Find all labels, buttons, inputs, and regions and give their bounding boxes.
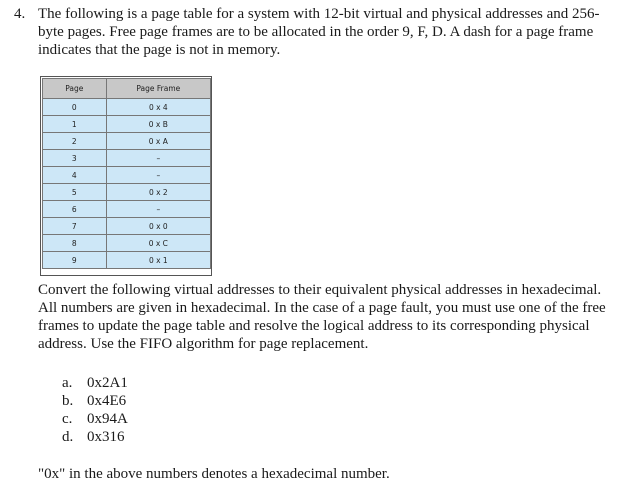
table-row <box>43 201 211 218</box>
table-row <box>43 99 211 116</box>
frame-cell: 0 x 4 <box>106 99 210 116</box>
list-item <box>62 428 128 446</box>
question-intro: The following is a page table for a system with 12-bit virtual and physical addresses and 256-byte pages. Free page frames are to be allocated in the order 9, F, D. A dash for a page frame indicates that the page is not in memory. <box>38 6 600 58</box>
list-item-address: 0x316 <box>87 429 125 445</box>
frame-cell: 0 x 1 <box>106 252 210 269</box>
table-row <box>43 150 211 167</box>
page-cell: 6 <box>43 201 107 218</box>
table-row <box>43 218 211 235</box>
hex-note: "0x" in the above numbers denotes a hexadecimal number. <box>38 466 390 482</box>
list-item-letter: b. <box>62 393 74 409</box>
page-cell: 9 <box>43 252 107 269</box>
list-item-address: 0x4E6 <box>87 393 127 409</box>
frame-cell: – <box>106 167 210 184</box>
list-item-address: 0x94A <box>87 411 128 427</box>
page-cell: 8 <box>43 235 107 252</box>
list-item <box>62 392 128 410</box>
table-row <box>43 167 211 184</box>
list-item-address: 0x2A1 <box>87 375 128 391</box>
frame-cell: 0 x 0 <box>106 218 210 235</box>
frame-cell: – <box>106 150 210 167</box>
frame-cell: 0 x C <box>106 235 210 252</box>
page-frame-column-header: Page Frame <box>106 79 210 99</box>
frame-cell: 0 x A <box>106 133 210 150</box>
list-item <box>62 374 128 392</box>
instructions-paragraph: Convert the following virtual addresses to their equivalent physical addresses in hexadecimal. All numbers are given in hexadecimal. In the case of a page fault, you must use one of the free frames to update the page table and resolve the logical address to its corresponding physical address. Use the FIFO algorithm for page replacement. <box>38 282 606 352</box>
page-cell: 1 <box>43 116 107 133</box>
page-cell: 4 <box>43 167 107 184</box>
page-table-figure <box>40 76 212 276</box>
address-list <box>62 374 128 446</box>
page-cell: 7 <box>43 218 107 235</box>
page-table-header-row <box>43 79 211 99</box>
table-row <box>43 133 211 150</box>
frame-cell: 0 x 2 <box>106 184 210 201</box>
table-row <box>43 252 211 269</box>
page-cell: 3 <box>43 150 107 167</box>
list-item <box>62 410 128 428</box>
list-item-letter: d. <box>62 429 74 445</box>
table-row <box>43 235 211 252</box>
frame-cell: 0 x B <box>106 116 210 133</box>
question-number: 4. <box>14 6 26 22</box>
page-column-header: Page <box>43 79 107 99</box>
page-cell: 0 <box>43 99 107 116</box>
table-row <box>43 184 211 201</box>
page-cell: 5 <box>43 184 107 201</box>
list-item-letter: c. <box>62 411 73 427</box>
list-item-letter: a. <box>62 375 73 391</box>
frame-cell: – <box>106 201 210 218</box>
page-table <box>42 78 211 269</box>
table-row <box>43 116 211 133</box>
page-cell: 2 <box>43 133 107 150</box>
